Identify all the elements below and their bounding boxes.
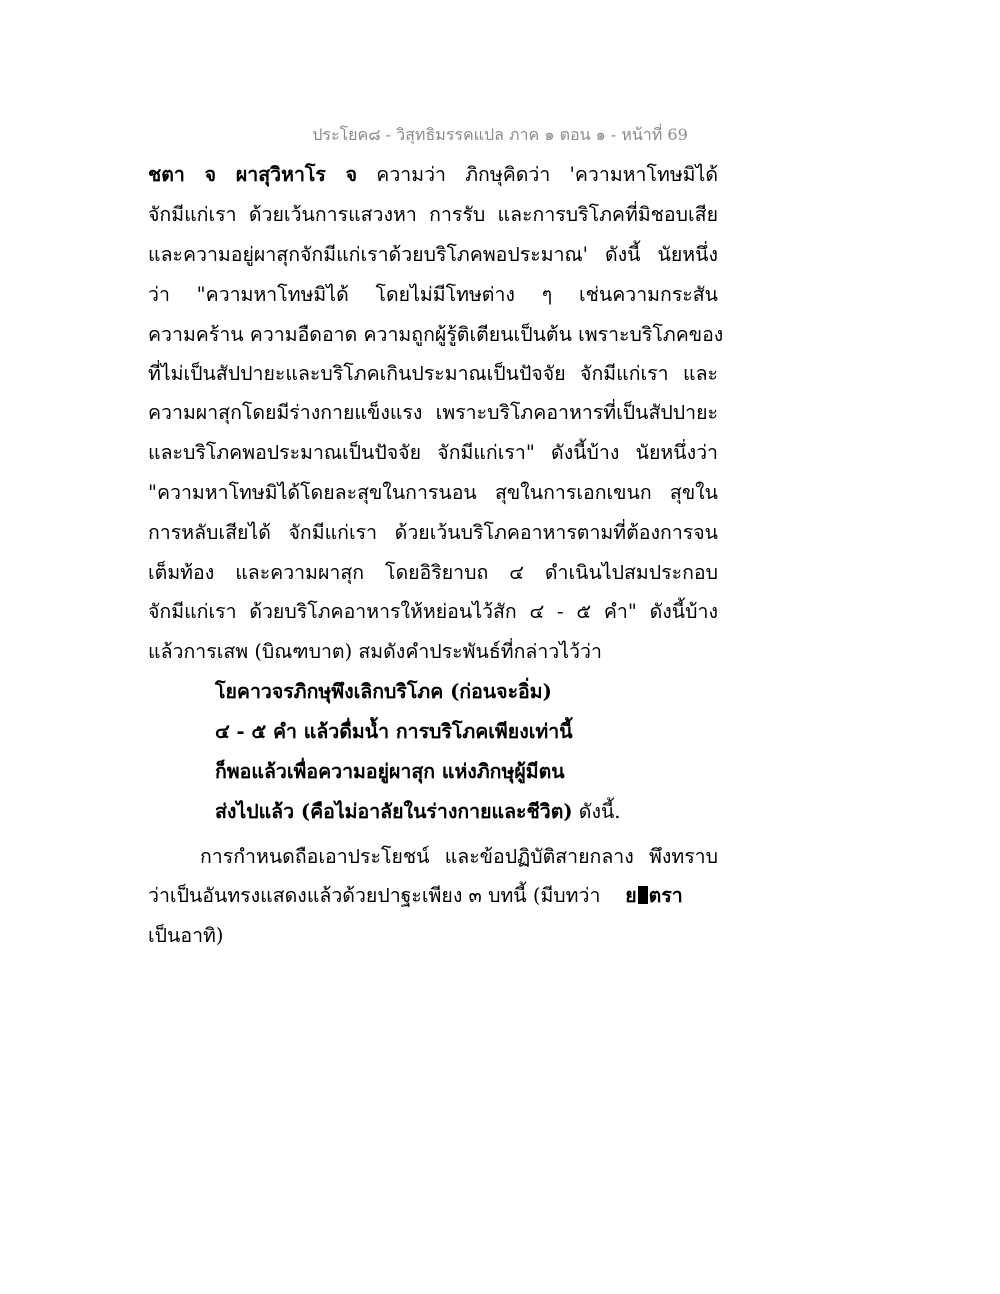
body-line-2: จักมีแก่เรา ด้วยเว้นการแสวงหา การรับ และการบริโภคที่มิชอบเสีย [148,203,718,226]
verse-line-4 [215,797,635,827]
verse-line-3: ก็พอแล้วเพื่อความอยู่ผาสุก แห่งภิกษุผู้มีตน [215,760,565,783]
running-header: ประโยค๘ - วิสุทธิมรรคแปล ภาค ๑ ตอน ๑ - หน้าที่ 69 [312,125,688,144]
pali-word-end: ตรา [648,884,683,907]
body-line-7: ความผาสุกโดยมีร่างกายแข็งแรง เพราะบริโภคอาหารที่เป็นสัปปายะ [148,401,718,424]
body-line-11: เต็มท้อง และความผาสุก โดยอิริยาบถ ๔ ดำเนินไปสมประกอบ [148,561,718,584]
line-text: ความว่า ภิกษุคิดว่า 'ความหาโทษมิได้ [357,163,718,186]
pali-word-start: ย [625,884,637,907]
body-line-10: การหลับเสียได้ จักมีแก่เรา ด้วยเว้นบริโภคอาหารตามที่ต้องการจน [148,521,718,544]
body-line-5: ความคร้าน ความอืดอาด ความถูกผู้รู้ติเตียนเป็นต้น เพราะบริโภคของ [148,323,724,346]
redaction-mark [638,886,648,904]
closing-line-1: การกำหนดถือเอาประโยชน์ และข้อปฏิบัติสายกลาง พึงทราบ [200,845,718,868]
pali-term: ชตา จ ผาสุวิหาโร จ [148,163,358,186]
verse-text: ส่งไปแล้ว (คือไม่อาลัยในร่างกายและชีวิต) [215,800,573,823]
body-line-4: ว่า "ความหาโทษมิได้ โดยไม่มีโทษต่าง ๆ เช่นความกระสัน [148,283,718,306]
verse-line-1: โยคาวจรภิกษุพึงเลิกบริโภค (ก่อนจะอิ่ม) [215,680,552,703]
body-line-13: แล้วการเสพ (บิณฑบาต) สมดังคำประพันธ์ที่กล่าวไว้ว่า [148,640,602,663]
body-line-3: และความอยู่ผาสุกจักมีแก่เราด้วยบริโภคพอประมาณ' ดังนี้ นัยหนึ่ง [148,243,718,266]
body-line-8: และบริโภคพอประมาณเป็นปัจจัย จักมีแก่เรา" ดังนี้บ้าง นัยหนึ่งว่า [148,441,718,464]
body-line-6: ที่ไม่เป็นสัปปายะและบริโภคเกินประมาณเป็นปัจจัย จักมีแก่เรา และ [148,362,718,385]
closing-text: ว่าเป็นอันทรงแสดงแล้วด้วยปาฐะเพียง ๓ บทนี้ (มีบทว่า [148,884,601,907]
body-line-12: จักมีแก่เรา ด้วยบริโภคอาหารให้หย่อนไว้สัก ๔ - ๕ คำ" ดังนี้บ้าง [148,600,718,623]
verse-line-2: ๔ - ๕ คำ แล้วดื่มน้ำ การบริโภคเพียงเท่านี้ [215,720,573,743]
body-line-9: "ความหาโทษมิได้โดยละสุขในการนอน สุขในการเอกเขนก สุขใน [148,481,718,504]
verse-tail: ดังนี้. [572,800,621,823]
closing-line-2 [148,881,718,911]
closing-line-3: เป็นอาทิ) [148,924,224,947]
body-line-1 [148,160,718,190]
